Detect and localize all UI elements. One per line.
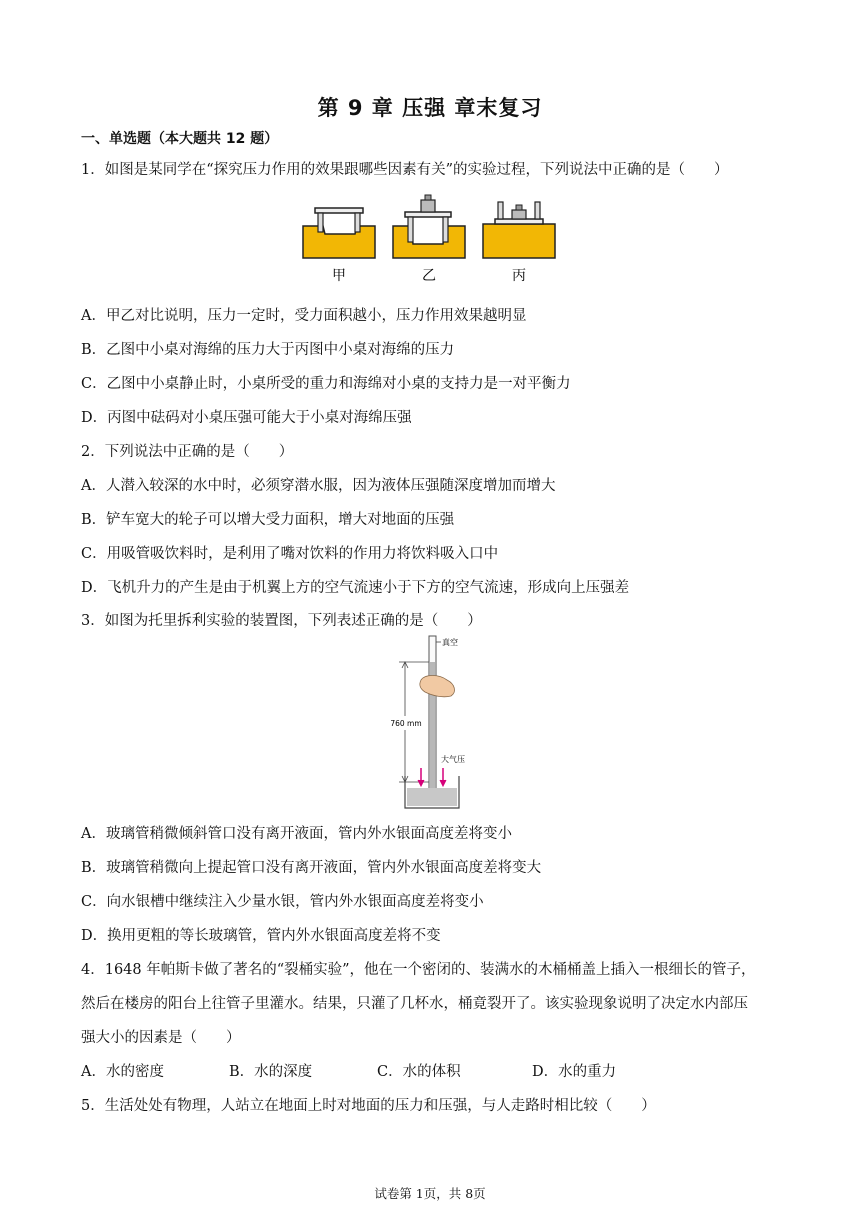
figure-yi [393, 195, 465, 258]
q2-option-b: B．铲车宽大的轮子可以增大受力面积，增大对地面的压强 [81, 512, 455, 528]
q1-option-a: A．甲乙对比说明，压力一定时，受力面积越小，压力作用效果越明显 [81, 308, 527, 324]
label-jia: 甲 [332, 268, 346, 284]
q4-option-d: D．水的重力 [532, 1064, 617, 1080]
q3-torricelli-figure [385, 632, 485, 818]
hand-icon [420, 676, 455, 697]
q3-option-c: C．向水银槽中继续注入少量水银，管内外水银面高度差将变小 [81, 894, 484, 910]
q4-options [81, 1060, 781, 1081]
q3-stem: 3．如图为托里拆利实验的装置图，下列表述正确的是（ ） [81, 613, 482, 629]
q4-option-a: A．水的密度 [81, 1064, 164, 1080]
label-bing: 丙 [512, 268, 526, 284]
section-heading: 一、单选题（本大题共 12 题） [81, 131, 279, 147]
q1-stem: 1．如图是某同学在“探究压力作用的效果跟哪些因素有关”的实验过程，下列说法中正确的是（ ） [81, 162, 729, 178]
q1-option-d: D．丙图中砝码对小桌压强可能大于小桌对海绵压强 [81, 410, 412, 426]
vacuum-label: 真空 [442, 638, 458, 647]
figure-jia [303, 208, 375, 258]
q3-option-d: D．换用更粗的等长玻璃管，管内外水银面高度差将不变 [81, 928, 441, 944]
q3-option-a: A．玻璃管稍微倾斜管口没有离开液面，管内外水银面高度差将变小 [81, 826, 512, 842]
q4-option-c: C．水的体积 [377, 1064, 461, 1080]
q2-option-c: C．用吸管吸饮料时，是利用了嘴对饮料的作用力将饮料吸入口中 [81, 546, 499, 562]
q2-option-a: A．人潜入较深的水中时，必须穿潜水服，因为液体压强随深度增加而增大 [81, 478, 556, 494]
atm-label: 大气压 [441, 755, 465, 764]
height-label: 760 mm [390, 719, 422, 728]
q1-option-c: C．乙图中小桌静止时，小桌所受的重力和海绵对小桌的支持力是一对平衡力 [81, 376, 571, 392]
q2-stem: 2．下列说法中正确的是（ ） [81, 444, 294, 460]
q3-option-b: B．玻璃管稍微向上提起管口没有离开液面，管内外水银面高度差将变大 [81, 860, 542, 876]
page-title: 第 9 章 压强 章末复习 [317, 96, 543, 120]
q4-stem-line-3: 强大小的因素是（ ） [81, 1030, 241, 1046]
label-yi: 乙 [422, 268, 436, 284]
q4-stem-line-1: 4．1648 年帕斯卡做了著名的“裂桶实验”，他在一个密闭的、装满水的木桶桶盖上插入一根细长的管子， [81, 962, 756, 978]
page-footer: 试卷第 1页，共 8页 [374, 1186, 486, 1201]
q1-figure [295, 190, 565, 290]
q4-option-b: B．水的深度 [229, 1064, 313, 1080]
q1-option-b: B．乙图中小桌对海绵的压力大于丙图中小桌对海绵的压力 [81, 342, 455, 358]
figure-bing [483, 202, 555, 258]
q4-stem-line-2: 然后在楼房的阳台上往管子里灌水。结果，只灌了几杯水，桶竟裂开了。该实验现象说明了决定水内部压 [81, 996, 748, 1012]
q2-option-d: D．飞机升力的产生是由于机翼上方的空气流速小于下方的空气流速，形成向上压强差 [81, 580, 630, 596]
q5-stem: 5．生活处处有物理，人站立在地面上时对地面的压力和压强，与人走路时相比较（ ） [81, 1098, 656, 1114]
